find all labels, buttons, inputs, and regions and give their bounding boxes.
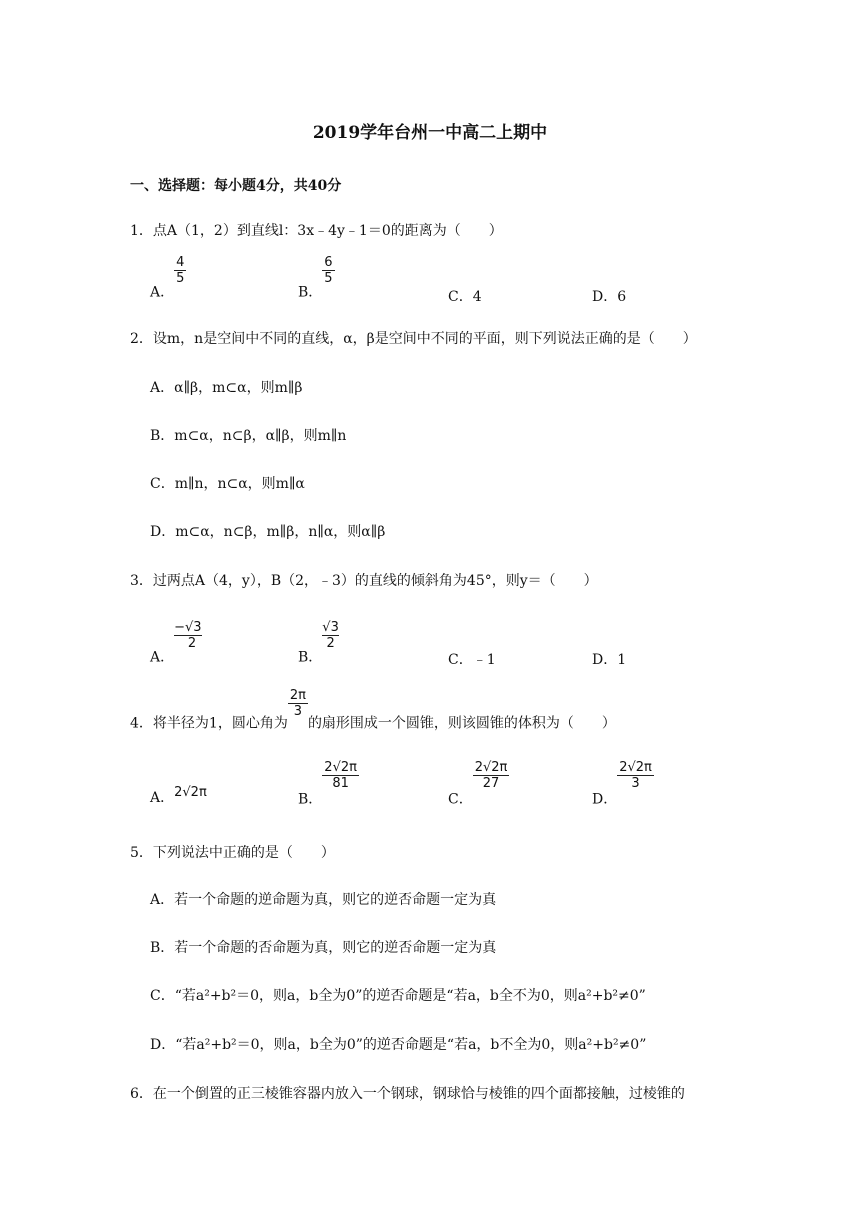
question-4-stem: 4．将半径为1，圆心角为 $\frac{2\pi}{3}$ 的扇形围成一个圆锥，则该圆锥的体积为（ ） [130, 688, 616, 732]
question-5-option-b: B．若一个命题的否命题为真，则它的逆否命题一定为真 [150, 940, 497, 956]
expression: 2√2π [174, 785, 207, 800]
question-6-stem: 6．在一个倒置的正三棱锥容器内放入一个钢球，钢球恰与棱锥的四个面都接触，过棱锥的 [130, 1086, 685, 1102]
question-2-option-c: C．m∥n，n⊂α，则m∥α [150, 476, 305, 492]
question-5-option-c: C．“若a²+b²＝0，则a，b全为0”的逆否命题是“若a，b全不为0，则a²+b²≠0” [150, 988, 646, 1004]
fraction: $\frac{2√2\pi}{81}$ [324, 760, 357, 791]
question-5-option-d: D．“若a²+b²＝0，则a，b全为0”的逆否命题是“若a，b不全为0，则a²+b²≠0” [150, 1037, 647, 1053]
option-label: B． [298, 791, 323, 808]
fraction: $\frac{2√2\pi}{3}$ [619, 760, 652, 791]
question-2-option-d: D．m⊂α，n⊂β，m∥β，n∥α，则α∥β [150, 524, 386, 540]
fraction: $\frac{2√2\pi}{27}$ [474, 760, 508, 791]
question-1-option-c: C．4 [448, 289, 482, 305]
question-3-stem: 3．过两点A（4，y），B（2，﹣3）的直线的倾斜角为45°，则y＝（ ） [130, 573, 598, 589]
fraction: $\frac{√3}{2}$ [322, 620, 339, 651]
page-title: 2019学年台州一中高二上期中 [312, 123, 548, 143]
option-label: B． [298, 284, 323, 301]
question-3-option-a [150, 620, 202, 667]
fraction: $\frac{-√3}{2}$ [174, 620, 202, 651]
question-3-option-c: C．﹣1 [448, 652, 496, 668]
question-4-option-c [448, 760, 509, 809]
question-1-stem: 1．点A（1，2）到直线l：3x﹣4y﹣1＝0的距离为（ ） [130, 223, 503, 239]
question-3-option-d: D．1 [592, 652, 627, 668]
section-heading: 一、选择题：每小题4分，共40分 [130, 178, 342, 194]
question-1-option-a [150, 255, 186, 302]
fraction: $\frac{4}{5}$ [176, 255, 185, 286]
question-2-option-a: A．α∥β，m⊂α，则m∥β [150, 380, 303, 396]
question-1-option-b [298, 255, 335, 302]
question-4-option-b [298, 760, 359, 809]
question-2-option-b: B．m⊂α，n⊂β，α∥β，则m∥n [150, 428, 347, 444]
question-1-option-d: D．6 [592, 289, 627, 305]
question-5-option-a: A．若一个命题的逆命题为真，则它的逆否命题一定为真 [150, 892, 497, 908]
angle-fraction: $\frac{2\pi}{3}$ [289, 688, 306, 719]
question-4-option-d [592, 760, 654, 809]
question-5-stem: 5．下列说法中正确的是（ ） [130, 845, 335, 861]
option-label: B． [298, 649, 323, 666]
option-label: A． [150, 649, 175, 666]
option-label: C． [448, 791, 473, 808]
fraction: $\frac{6}{5}$ [324, 255, 333, 286]
question-4-option-a: A．2√2π [150, 785, 207, 806]
question-3-option-b [298, 620, 339, 667]
option-label: A． [150, 284, 175, 301]
option-label: D． [592, 791, 618, 808]
question-2-stem: 2．设m，n是空间中不同的直线，α，β是空间中不同的平面，则下列说法正确的是（ ） [130, 331, 697, 347]
